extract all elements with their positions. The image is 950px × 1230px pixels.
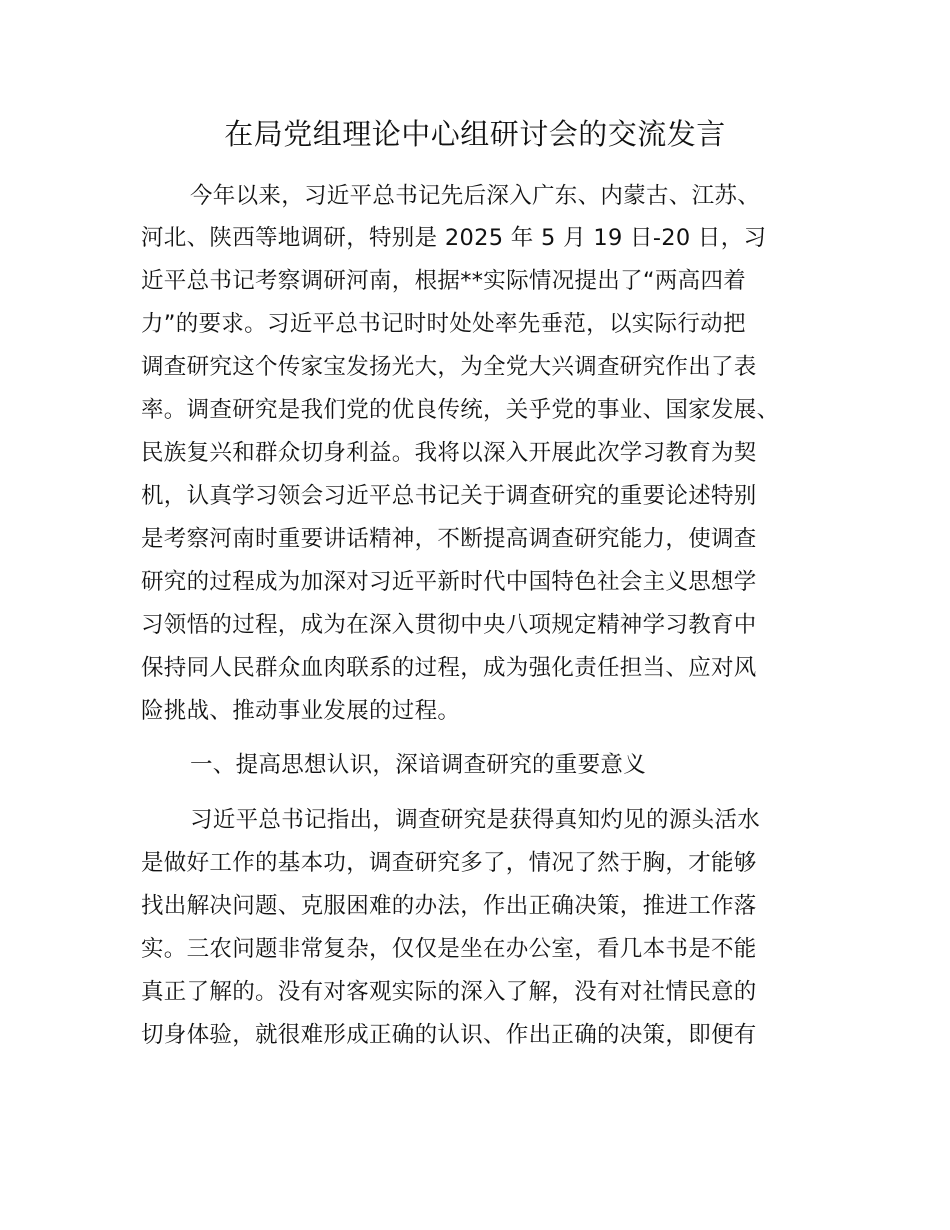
paragraph-line: 研究的过程成为加深对习近平新时代中国特色社会主义思想学 (141, 569, 757, 595)
paragraph-line: 真正了解的。没有对客观实际的深入了解，没有对社情民意的 (141, 979, 757, 1005)
paragraph-line: 习近平总书记指出，调查研究是获得真知灼见的源头活水 (190, 807, 761, 833)
paragraph-line: 保持同人民群众血肉联系的过程，成为强化责任担当、应对风 (141, 655, 757, 681)
paragraph-line: 河北、陕西等地调研，特别是 2025 年 5 月 19 日-20 日，习 (141, 225, 767, 251)
paragraph-line: 调查研究这个传家宝发扬光大，为全党大兴调查研究作出了表 (141, 354, 757, 380)
paragraph-line: 是做好工作的基本功，调查研究多了，情况了然于胸，才能够 (141, 850, 757, 876)
paragraph-line: 切身体验，就很难形成正确的认识、作出正确的决策，即便有 (141, 1022, 757, 1048)
paragraph-line: 险挑战、推动事业发展的过程。 (141, 698, 461, 724)
section-heading: 一、提高思想认识，深谙调查研究的重要意义 (190, 752, 647, 778)
paragraph-line: 习领悟的过程，成为在深入贯彻中央八项规定精神学习教育中 (141, 612, 757, 638)
paragraph-line: 近平总书记考察调研河南，根据**实际情况提出了“两高四着 (141, 268, 747, 294)
paragraph-line: 民族复兴和群众切身利益。我将以深入开展此次学习教育为契 (141, 440, 757, 466)
document-title: 在局党组理论中心组研讨会的交流发言 (224, 117, 726, 151)
paragraph-line: 力”的要求。习近平总书记时时处处率先垂范，以实际行动把 (141, 311, 746, 337)
paragraph-line: 实。三农问题非常复杂，仅仅是坐在办公室，看几本书是不能 (141, 936, 757, 962)
paragraph-line: 今年以来，习近平总书记先后深入广东、内蒙古、江苏、 (190, 183, 761, 209)
paragraph-line: 找出解决问题、克服困难的办法，作出正确决策，推进工作落 (141, 893, 757, 919)
paragraph-line: 机，认真学习领会习近平总书记关于调查研究的重要论述特别 (141, 483, 757, 509)
paragraph-line: 率。调查研究是我们党的优良传统，关乎党的事业、国家发展、 (141, 397, 780, 423)
paragraph-line: 是考察河南时重要讲话精神，不断提高调查研究能力，使调查 (141, 526, 757, 552)
